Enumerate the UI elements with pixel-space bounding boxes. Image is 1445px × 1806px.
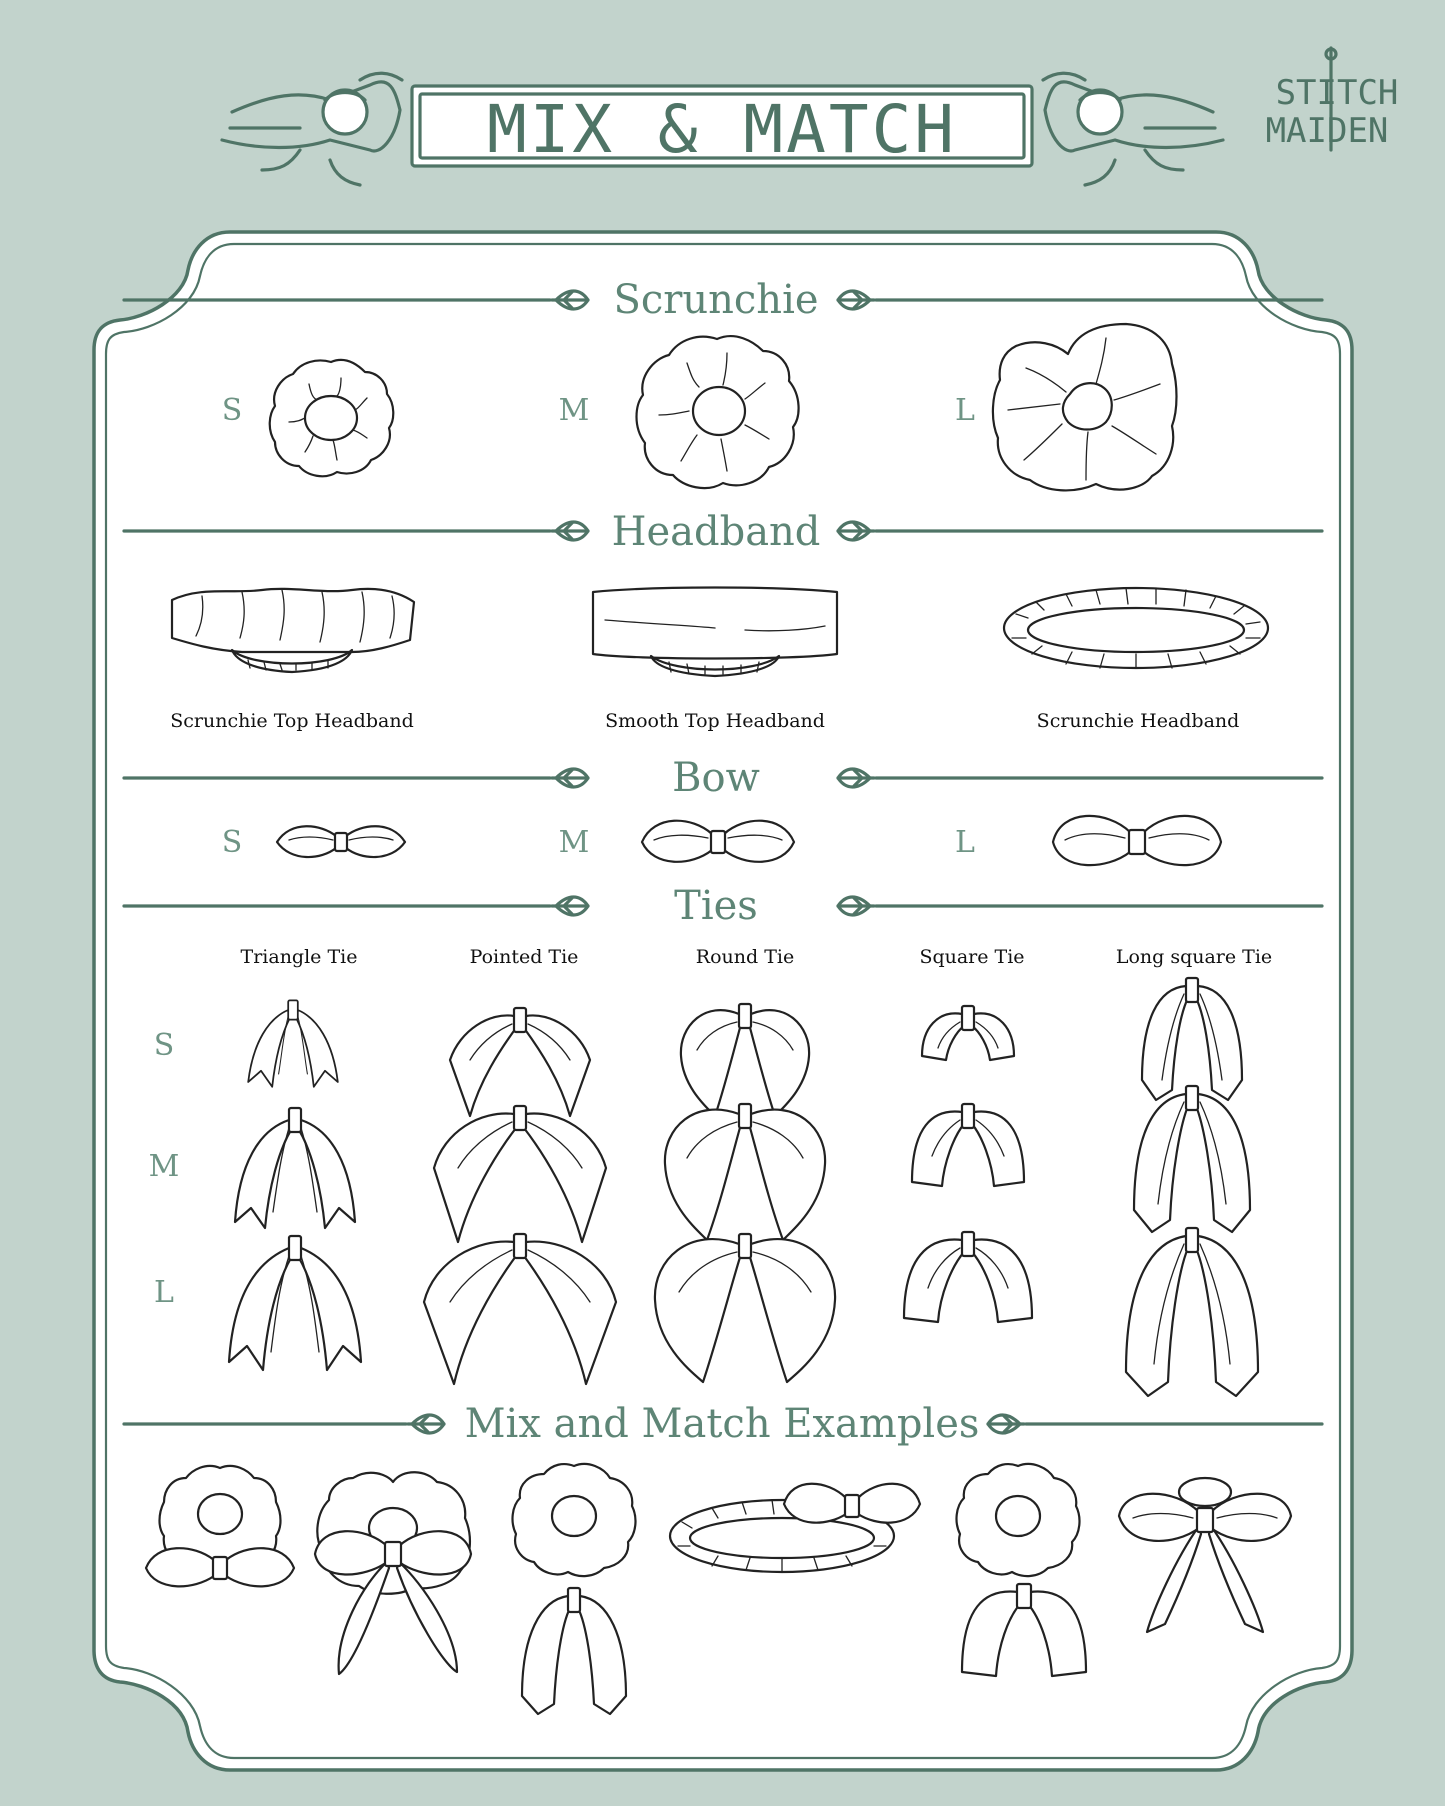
header-banner xyxy=(222,73,1223,185)
scrunchie-small-illustration xyxy=(270,360,394,476)
section-title-bow: Bow xyxy=(672,755,760,801)
tie-column-triangle: Triangle Tie xyxy=(240,946,358,968)
logo-line-1: STITCH xyxy=(1275,73,1399,113)
scrunchie-headband-illustration xyxy=(1004,588,1268,668)
headband-caption-1: Scrunchie Top Headband xyxy=(170,710,414,732)
tie-size-label-l: L xyxy=(154,1275,174,1310)
tie-column-round: Round Tie xyxy=(695,946,795,968)
tie-size-label-s: S xyxy=(153,1028,175,1063)
scrunchie-medium-illustration xyxy=(637,336,799,488)
size-label-s: S xyxy=(221,393,243,428)
floral-ornament-right-icon xyxy=(1043,73,1223,185)
bow-size-label-m: M xyxy=(558,825,590,860)
section-title-scrunchie: Scrunchie xyxy=(613,277,819,323)
section-title-examples: Mix and Match Examples xyxy=(464,1401,980,1447)
tie-column-long-square: Long square Tie xyxy=(1115,946,1273,968)
page-title: MIX & MATCH xyxy=(486,91,958,168)
size-label-m: M xyxy=(558,393,590,428)
headband-caption-2: Smooth Top Headband xyxy=(605,710,825,732)
section-title-ties: Ties xyxy=(674,883,758,929)
headband-caption-3: Scrunchie Headband xyxy=(1036,710,1240,732)
stitch-maiden-logo xyxy=(1266,48,1399,151)
scrunchie-large-illustration xyxy=(993,324,1177,490)
size-label-l: L xyxy=(955,393,975,428)
section-title-headband: Headband xyxy=(611,509,821,555)
bow-size-label-l: L xyxy=(955,825,975,860)
floral-ornament-left-icon xyxy=(222,73,402,185)
tie-column-square: Square Tie xyxy=(919,946,1025,968)
bow-size-label-s: S xyxy=(221,825,243,860)
tie-size-label-m: M xyxy=(148,1149,180,1184)
tie-column-pointed: Pointed Tie xyxy=(469,946,579,968)
logo-line-2: MAIDEN xyxy=(1265,111,1389,151)
